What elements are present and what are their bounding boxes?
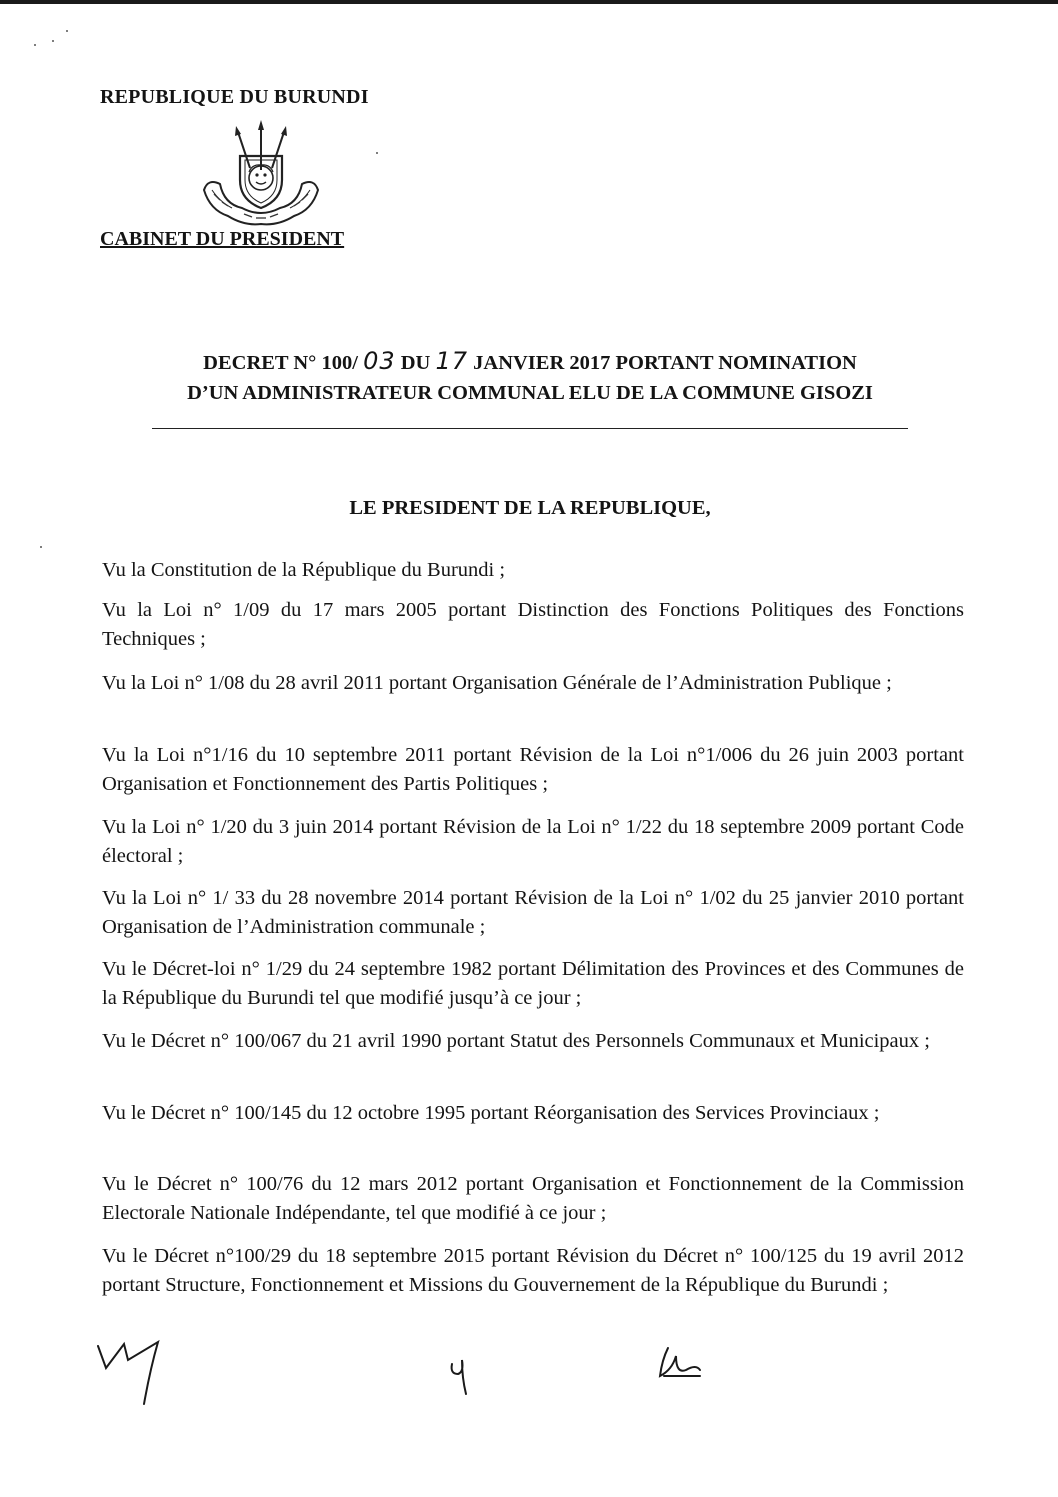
coat-of-arms-icon (198, 118, 324, 228)
decree-title (100, 346, 960, 408)
vu-item: Vu la Constitution de la République du Burundi ; (102, 559, 506, 581)
page-top-border (0, 0, 1058, 4)
initial-mark-right (660, 1348, 700, 1376)
initial-mark-left (98, 1342, 158, 1404)
vu-item: Vu la Loi n° 1/20 du 3 juin 2014 portant Révision de la Loi n° 1/22 du 18 septembre 2009 portant Code électoral ; (102, 816, 964, 867)
vu-item: Vu le Décret-loi n° 1/29 du 24 septembre 1982 portant Délimitation des Provinces et des Communes de la République du Burundi tel que modifié jusqu’à ce jour ; (102, 958, 964, 1009)
decree-prefix: DECRET N° 100/ (203, 352, 364, 374)
vu-item: Vu la Loi n° 1/ 33 du 28 novembre 2014 portant Révision de la Loi n° 1/02 du 25 janvier 2010 portant Organisation de l’Administration communale ; (102, 887, 964, 938)
scan-speck (52, 40, 54, 42)
cabinet-heading: CABINET DU PRESIDENT (100, 228, 345, 250)
scan-speck (40, 546, 42, 548)
vu-item: Vu la Loi n° 1/09 du 17 mars 2005 portant Distinction des Fonctions Politiques des Fonctions Techniques ; (102, 599, 964, 650)
vu-item: Vu le Décret n° 100/145 du 12 octobre 1995 portant Réorganisation des Services Provinciaux ; (102, 1102, 880, 1124)
vu-item: Vu le Décret n° 100/067 du 21 avril 1990 portant Statut des Personnels Communaux et Municipaux ; (102, 1030, 930, 1052)
decree-number-handwritten: 03 (363, 347, 396, 375)
decree-day-handwritten: 17 (435, 347, 469, 375)
vu-item: Vu la Loi n°1/16 du 10 septembre 2011 portant Révision de la Loi n°1/006 du 26 juin 2003 portant Organisation et Fonctionnement des Partis Politiques ; (102, 744, 964, 795)
decree-title-line-1 (100, 346, 960, 378)
initial-mark-center (452, 1360, 466, 1394)
republic-heading: REPUBLIQUE DU BURUNDI (100, 86, 369, 108)
header (100, 86, 440, 109)
vu-item: Vu le Décret n°100/29 du 18 septembre 2015 portant Révision du Décret n° 100/125 du 19 avril 2012 portant Structure, Fonctionnement et Missions du Gouvernement de la République du Burundi ; (102, 1245, 964, 1296)
initials-marks (0, 1330, 1058, 1440)
scan-speck (376, 152, 378, 154)
vu-item: Vu la Loi n° 1/08 du 28 avril 2011 portant Organisation Générale de l’Administration Publique ; (102, 672, 892, 694)
decree-du: DU (395, 352, 436, 374)
decree-title-rest: JANVIER 2017 PORTANT NOMINATION (468, 352, 857, 374)
scan-speck (66, 30, 68, 32)
vu-item: Vu le Décret n° 100/76 du 12 mars 2012 portant Organisation et Fonctionnement de la Commission Electorale Nationale Indépendante, tel que modifié à ce jour ; (102, 1173, 964, 1224)
scan-speck (34, 44, 36, 46)
president-heading: LE PRESIDENT DE LA REPUBLIQUE, (349, 497, 711, 519)
title-divider (152, 428, 908, 429)
decree-title-line-2: D’UN ADMINISTRATEUR COMMUNAL ELU DE LA COMMUNE GISOZI (187, 382, 873, 404)
